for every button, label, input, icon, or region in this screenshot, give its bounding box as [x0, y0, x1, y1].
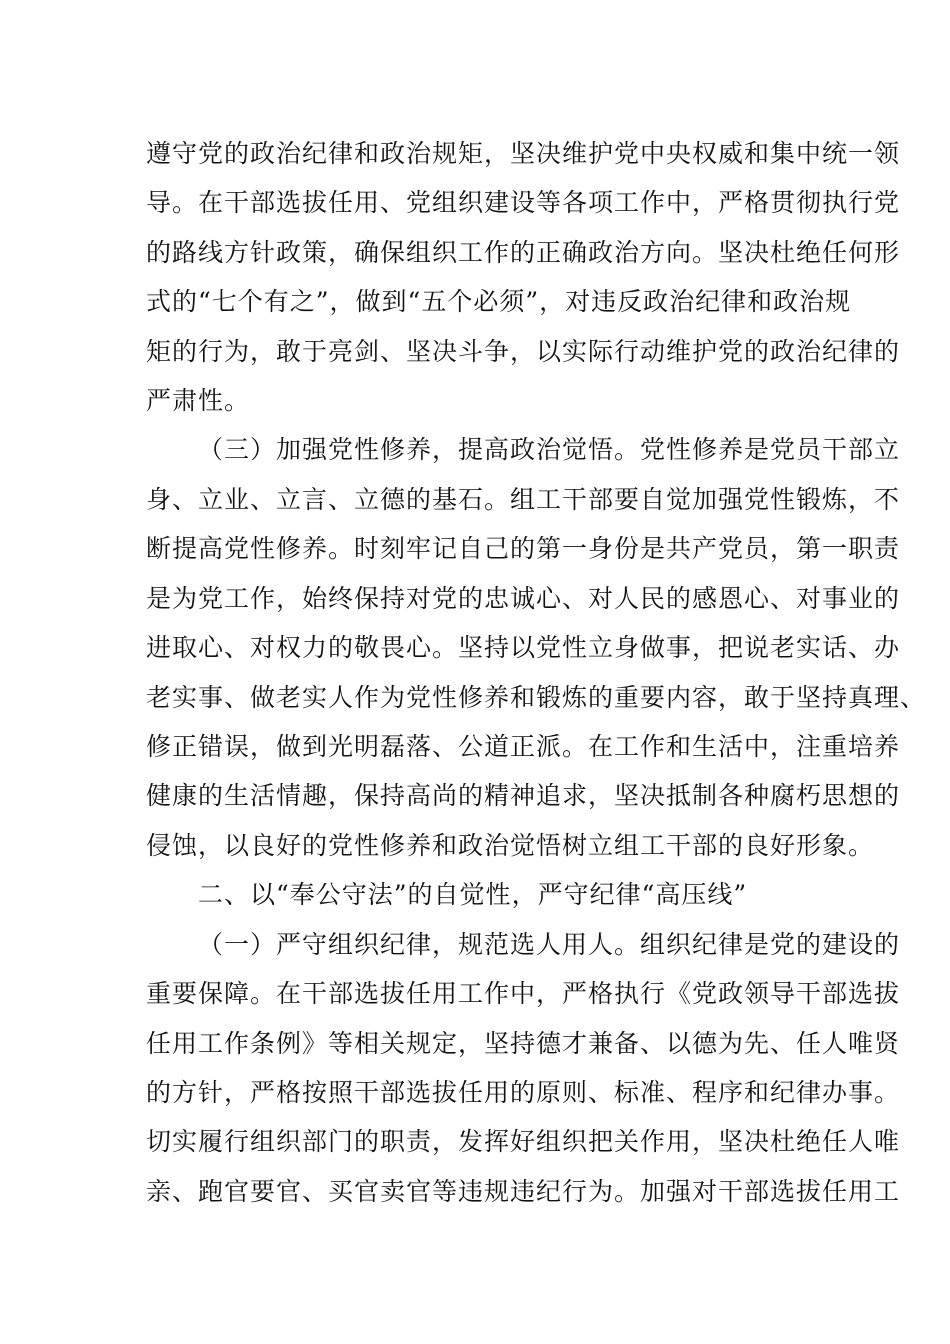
- section-heading: （三）加强党性修养，提高政治觉悟。党性修养是党员干部立: [198, 435, 901, 464]
- text-line: 亲、跑官要官、买官卖官等违规违纪行为。加强对干部选拔任用工: [146, 1177, 901, 1206]
- chapter-heading: 二、以“奉公守法”的自觉性，严守纪律“高压线”: [198, 880, 748, 909]
- text-line: 严肃性。: [146, 386, 251, 415]
- text-line: 侵蚀，以良好的党性修养和政治觉悟树立组工干部的良好形象。: [146, 831, 875, 860]
- text-line: 是为党工作，始终保持对党的忠诚心、对人民的感恩心、对事业的: [146, 584, 901, 613]
- section-heading: （一）严守组织纪律，规范选人用人。组织纪律是党的建设的: [198, 930, 901, 959]
- text-line: 矩的行为，敢于亮剑、坚决斗争，以实际行动维护党的政治纪律的: [146, 337, 901, 366]
- text-line: 断提高党性修养。时刻牢记自己的第一身份是共产党员，第一职责: [146, 534, 901, 563]
- text-line: 进取心、对权力的敬畏心。坚持以党性立身做事，把说老实话、办: [146, 633, 901, 662]
- text-line: 切实履行组织部门的职责，发挥好组织把关作用，坚决杜绝任人唯: [146, 1127, 901, 1156]
- text-line: 的路线方针政策，确保组织工作的正确政治方向。坚决杜绝任何形: [146, 238, 901, 267]
- text-line: 修正错误，做到光明磊落、公道正派。在工作和生活中，注重培养: [146, 732, 901, 761]
- text-line: 身、立业、立言、立德的基石。组工干部要自觉加强党性锻炼，不: [146, 485, 901, 514]
- text-line: 遵守党的政治纪律和政治规矩，坚决维护党中央权威和集中统一领: [146, 139, 901, 168]
- text-line: 任用工作条例》等相关规定，坚持德才兼备、以德为先、任人唯贤: [146, 1029, 901, 1058]
- text-line: 的方针，严格按照干部选拔任用的原则、标准、程序和纪律办事。: [146, 1078, 901, 1107]
- text-line: 导。在干部选拔任用、党组织建设等各项工作中，严格贯彻执行党: [146, 188, 901, 217]
- text-line: 重要保障。在干部选拔任用工作中，严格执行《党政领导干部选拔: [146, 979, 901, 1008]
- text-line: 健康的生活情趣，保持高尚的精神追求，坚决抵制各种腐朽思想的: [146, 781, 901, 810]
- text-line: 式的“七个有之”，做到“五个必须”，对违反政治纪律和政治规: [146, 287, 852, 316]
- text-line: 老实事、做老实人作为党性修养和锻炼的重要内容，敢于坚持真理、: [146, 683, 927, 712]
